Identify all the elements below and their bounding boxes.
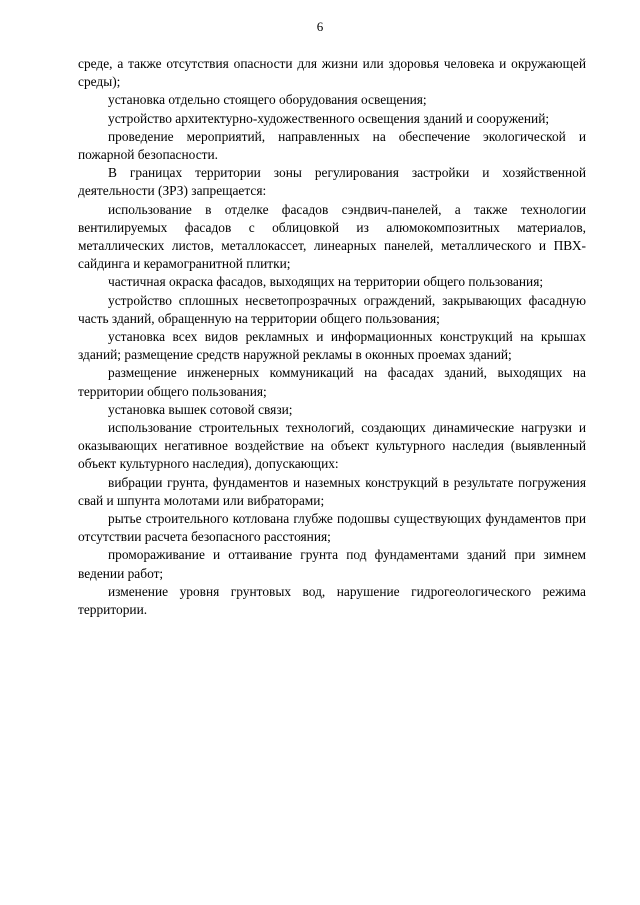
paragraph: установка всех видов рекламных и информационных конструкций на крышах зданий; размещение средств наружной рекламы в оконных проемах зданий; [78, 329, 586, 363]
paragraph: изменение уровня грунтовых вод, нарушение гидрогеологического режима территории. [78, 583, 586, 618]
document-body [78, 55, 586, 619]
page-number: 6 [316, 19, 324, 34]
paragraph: среде, а также отсутствия опасности для жизни или здоровья человека и окружающей среды); [78, 56, 586, 90]
paragraph: установка вышек сотовой связи; [108, 401, 293, 417]
paragraph: использование в отделке фасадов сэндвич-панелей, а также технологии вентилируемых фасадов с облицовкой из алюмокомпозитных материалов, металлических листов, металлокассет, линеарных панелей, металлического и ПВХ-сайдинга и керамогранитной плитки; [78, 201, 586, 272]
paragraph: устройство сплошных несветопрозрачных ограждений, закрывающих фасадную часть зданий, обращенную на территории общего пользования; [78, 292, 586, 326]
paragraph: размещение инженерных коммуникаций на фасадах зданий, выходящих на территории общего пользования; [78, 365, 586, 399]
paragraph: частичная окраска фасадов, выходящих на территории общего пользования; [108, 274, 544, 290]
paragraph: установка отдельно стоящего оборудования освещения; [108, 92, 427, 108]
paragraph: использование строительных технологий, создающих динамические нагрузки и оказывающих негативное воздействие на объект культурного наследия (выявленный объект культурного наследия), допускающих: [78, 420, 586, 472]
paragraph: проведение мероприятий, направленных на обеспечение экологической и пожарной безопасности. [78, 128, 586, 163]
paragraph: промораживание и оттаивание грунта под фундаментами зданий при зимнем ведении работ; [78, 547, 586, 581]
paragraph: рытье строительного котлована глубже подошвы существующих фундаментов при отсутствии расчета безопасного расстояния; [78, 511, 586, 545]
paragraph: устройство архитектурно-художественного освещения зданий и сооружений; [108, 110, 550, 126]
paragraph: В границах территории зоны регулирования застройки и хозяйственной деятельности (ЗРЗ) запрещается: [78, 165, 586, 199]
paragraph: вибрации грунта, фундаментов и наземных конструкций в результате погружения свай и шпунта молотами или вибраторами; [78, 474, 586, 508]
